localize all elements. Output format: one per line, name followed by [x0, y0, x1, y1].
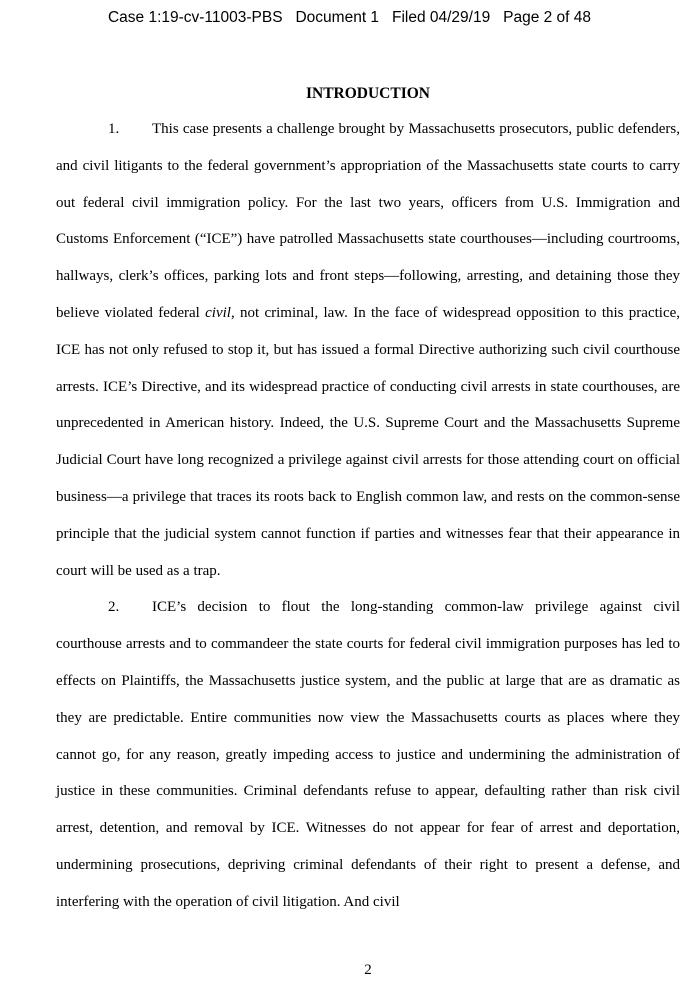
paragraph-1-text-after: , not criminal, law. In the face of widespread opposition to this practice, ICE has not only refused to stop it, but has issued a formal Directive authorizing such civil courthouse arrests. ICE’s Directive, and its widespread practice of conducting civil arrests in state courthouses, are unprecedented in American history. Indeed, the U.S. Supreme Court and the Massachusetts Supreme Judicial Court have long recognized a privilege against civil arrests for those attending court on official business—a privilege that traces its roots back to English common law, and rests on the common-sense principle that the judicial system cannot function if parties and witnesses fear that their appearance in court will be used as a trap.: [56, 304, 681, 579]
paragraph-2-text: ICE’s decision to flout the long-standing common-law privilege against civil courthouse arrests and to commandeer the state courts for federal civil immigration purposes has led to effects on Plaintiffs, the Massachusetts justice system, and the public at large that are as dramatic as they are predictable. Entire communities now view the Massachusetts courts as places where they cannot go, for any reason, greatly impeding access to justice and undermining the administration of justice in these communities. Criminal defendants refuse to appear, defaulting rather than risk civil arrest, detention, and removal by ICE. Witnesses do not appear for fear of arrest and deportation, undermining prosecutions, depriving criminal defendants of their right to present a defense, and interfering with the operation of civil litigation. And civil: [56, 599, 680, 910]
paragraph-2-number: 2.: [108, 599, 120, 616]
case-header: Case 1:19-cv-11003-PBS Document 1 Filed 04/29/19 Page 2 of 48: [107, 9, 592, 26]
document-body: [56, 111, 680, 921]
paragraph-1: [56, 111, 680, 589]
paragraph-2: [56, 589, 680, 920]
paragraph-1-text-before: This case presents a challenge brought by Massachusetts prosecutors, public defenders, and civil litigants to the federal government’s appropriation of the Massachusetts state courts to carry out federal civil immigration policy. For the last two years, officers from U.S. Immigration and Customs Enforcement (“ICE”) have patrolled Massachusetts state courthouses—including courtrooms, hallways, clerk’s offices, parking lots and front steps—following, arresting, and detaining those they believe violated federal: [56, 121, 680, 321]
paragraph-1-number: 1.: [108, 121, 120, 137]
paragraph-1-italic: civil: [205, 304, 231, 321]
page-title: INTRODUCTION: [305, 85, 430, 102]
page-number: 2: [364, 962, 372, 978]
